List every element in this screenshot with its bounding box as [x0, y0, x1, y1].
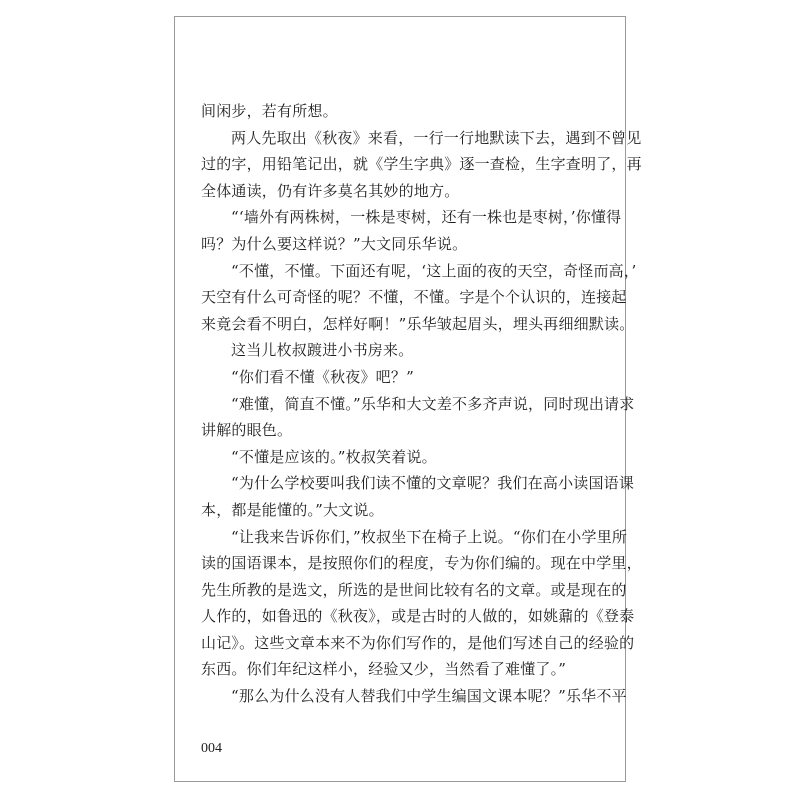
text-line: 本，都是能懂的。”大文说。	[201, 500, 384, 519]
text-line: 人作的，如鲁迅的《秋夜》，或是古时的人做的，如姚鼐的《登泰	[201, 607, 635, 626]
body-text	[201, 98, 642, 710]
text-line: “不懂，不懂。下面还有呢，‘这上面的夜的天空，奇怪而高，’	[231, 261, 637, 280]
text-line: 这当儿枚叔踱进小书房来。	[231, 341, 414, 360]
text-line: 东西。你们年纪这样小，经验又少，当然看了难懂了。”	[201, 660, 567, 679]
text-line: 天空有什么可奇怪的呢？不懂，不懂。字是个个认识的，连接起	[201, 288, 627, 307]
text-line: “你们看不懂《秋夜》吧？”	[231, 367, 414, 386]
text-line: 先生所教的是选文，所选的是世间比较有名的文章。或是现在的	[201, 580, 627, 599]
text-line: 吗？为什么要这样说？”大文同乐华说。	[201, 234, 468, 253]
text-line: 来竟会看不明白，怎样好啊！”乐华皱起眉头，埋头再细细默读。	[201, 314, 635, 333]
text-line: “让我来告诉你们，”枚叔坐下在椅子上说。“你们在小学里所	[231, 527, 628, 546]
text-line: 两人先取出《秋夜》来看，一行一行地默读下去，遇到不曾见	[231, 128, 642, 147]
text-line: “那么为什么没有人替我们中学生编国文课本呢？”乐华不平	[231, 687, 627, 706]
page-number: 004	[201, 741, 222, 756]
text-line: 过的字，用铅笔记出，就《学生字典》逐一查检，生字查明了，再	[201, 155, 642, 174]
text-line: 间闲步，若有所想。	[201, 102, 338, 120]
text-line: “不懂是应该的。”枚叔笑着说。	[231, 447, 437, 466]
text-line: “难懂，简直不懂。”乐华和大文差不多齐声说，同时现出请求	[231, 394, 635, 413]
text-line: “‘墙外有两株树，一株是枣树，还有一株也是枣树，’你懂得	[231, 208, 622, 227]
text-line: 山记》。这些文章本来不为你们写作的，是他们写述自己的经验的	[201, 633, 635, 652]
text-line: 读的国语课本，是按照你们的程度，专为你们编的。现在中学里，	[201, 554, 642, 573]
text-line: 讲解的眼色。	[201, 421, 293, 440]
text-line: 全体通读，仍有许多莫名其妙的地方。	[201, 181, 460, 200]
text-line: “为什么学校要叫我们读不懂的文章呢？我们在高小读国语课	[231, 474, 635, 493]
